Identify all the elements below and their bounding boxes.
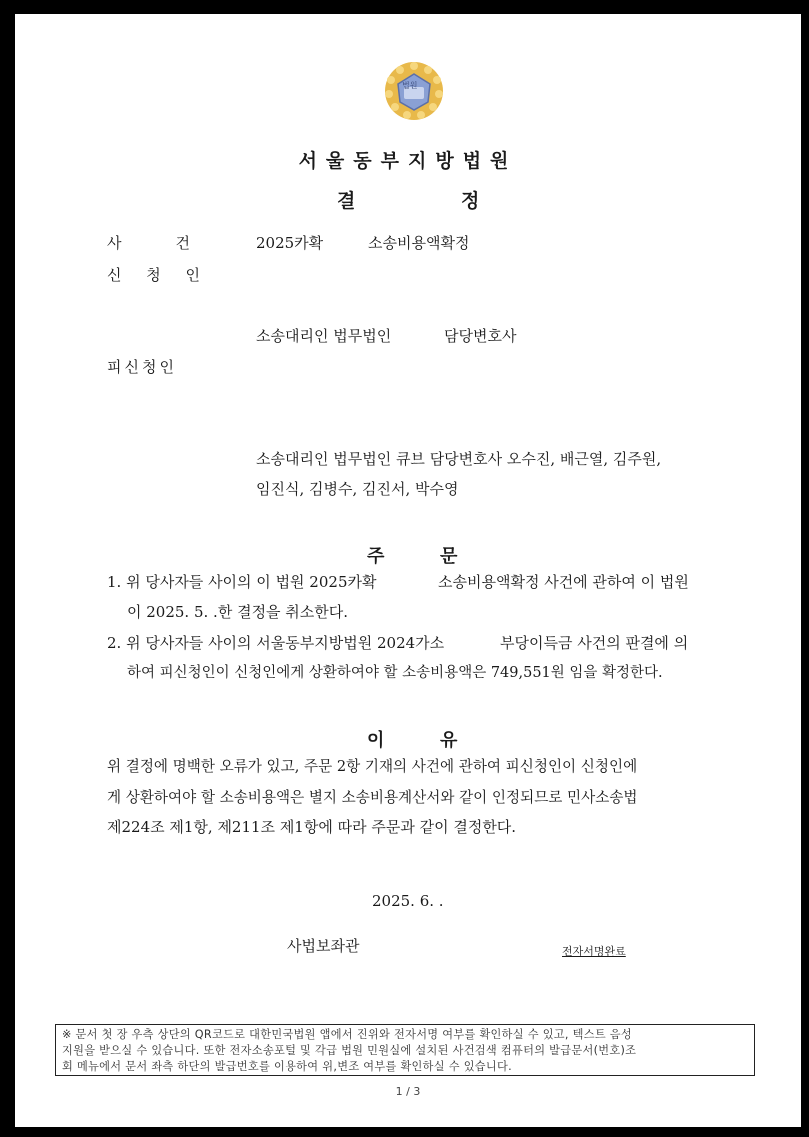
reason-line2: 게 상환하여야 할 소송비용액은 별지 소송비용계산서와 같이 인정되므로 민사소송법 bbox=[107, 789, 638, 806]
verification-notice bbox=[55, 1024, 755, 1076]
notice-line3: 회 메뉴에서 문서 좌측 하단의 발급번호를 이용하여 위,변조 여부를 확인하실 수 있습니다. bbox=[62, 1060, 512, 1073]
court-name: 서울동부지방법원 bbox=[298, 150, 518, 172]
order-item2-line2: 하여 피신청인이 신청인에게 상환하여야 할 소송비용액은 749,551원 임을 확정한다. bbox=[127, 665, 663, 681]
reason-line1: 위 결정에 명백한 오류가 있고, 주문 2항 기재의 사건에 관하여 피신청인이 신청인에 bbox=[107, 758, 638, 775]
reason-heading-2: 유 bbox=[440, 730, 458, 751]
order-heading-2: 문 bbox=[440, 546, 458, 567]
order-item1-line2: 이 2025. 5. .한 결정을 취소한다. bbox=[127, 603, 349, 621]
applicant-label: 신 청 인 bbox=[107, 266, 211, 284]
notice-line2: 지원을 받으실 수 있습니다. 또한 전자소송포털 및 각급 법원 민원실에 설치된 사건검색 컴퓨터의 발급문서(번호)조 bbox=[62, 1044, 637, 1057]
electronic-signature: 전자서명완료 bbox=[562, 945, 626, 958]
applicant-lawyer: 담당변호사 bbox=[444, 327, 517, 345]
reason-heading-1: 이 bbox=[367, 730, 385, 751]
order-item2-line1b: 부당이득금 사건의 판결에 의 bbox=[500, 634, 689, 652]
notice-line1: ※ 문서 첫 장 우측 상단의 QR코드로 대한민국법원 앱에서 진위와 전자서명 여부를 확인하실 수 있고, 텍스트 음성 bbox=[62, 1028, 633, 1041]
case-name: 소송비용액확정 bbox=[368, 234, 470, 252]
order-item1-line1a: 1. 위 당사자들 사이의 이 법원 2025카확 bbox=[107, 573, 377, 591]
respondent-agent-line1: 소송대리인 법무법인 큐브 담당변호사 오수진, 배근열, 김주원, bbox=[256, 450, 662, 468]
order-heading-1: 주 bbox=[367, 546, 385, 567]
court-emblem-icon bbox=[383, 60, 445, 122]
order-item1-line1b: 소송비용액확정 사건에 관하여 이 법원 bbox=[438, 573, 689, 591]
respondent-label: 피신청인 bbox=[107, 358, 177, 376]
document-page bbox=[15, 14, 801, 1127]
order-item2-line1a: 2. 위 당사자들 사이의 서울동부지방법원 2024가소 bbox=[107, 634, 445, 652]
decision-title-1: 결 bbox=[337, 190, 356, 212]
decision-title-2: 정 bbox=[461, 190, 480, 212]
page-number: 1 / 3 bbox=[395, 1085, 421, 1098]
applicant-agent: 소송대리인 법무법인 bbox=[256, 327, 392, 345]
emblem-text: 법원 bbox=[402, 81, 418, 90]
reason-line3: 제224조 제1항, 제211조 제1항에 따라 주문과 같이 결정한다. bbox=[107, 818, 517, 836]
decision-date: 2025. 6. . bbox=[372, 892, 444, 910]
case-number: 2025카확 bbox=[256, 234, 324, 252]
case-label: 사 건 bbox=[107, 234, 190, 252]
respondent-agent-line2: 임진식, 김병수, 김진서, 박수영 bbox=[256, 480, 459, 498]
clerk-title: 사법보좌관 bbox=[287, 937, 360, 955]
